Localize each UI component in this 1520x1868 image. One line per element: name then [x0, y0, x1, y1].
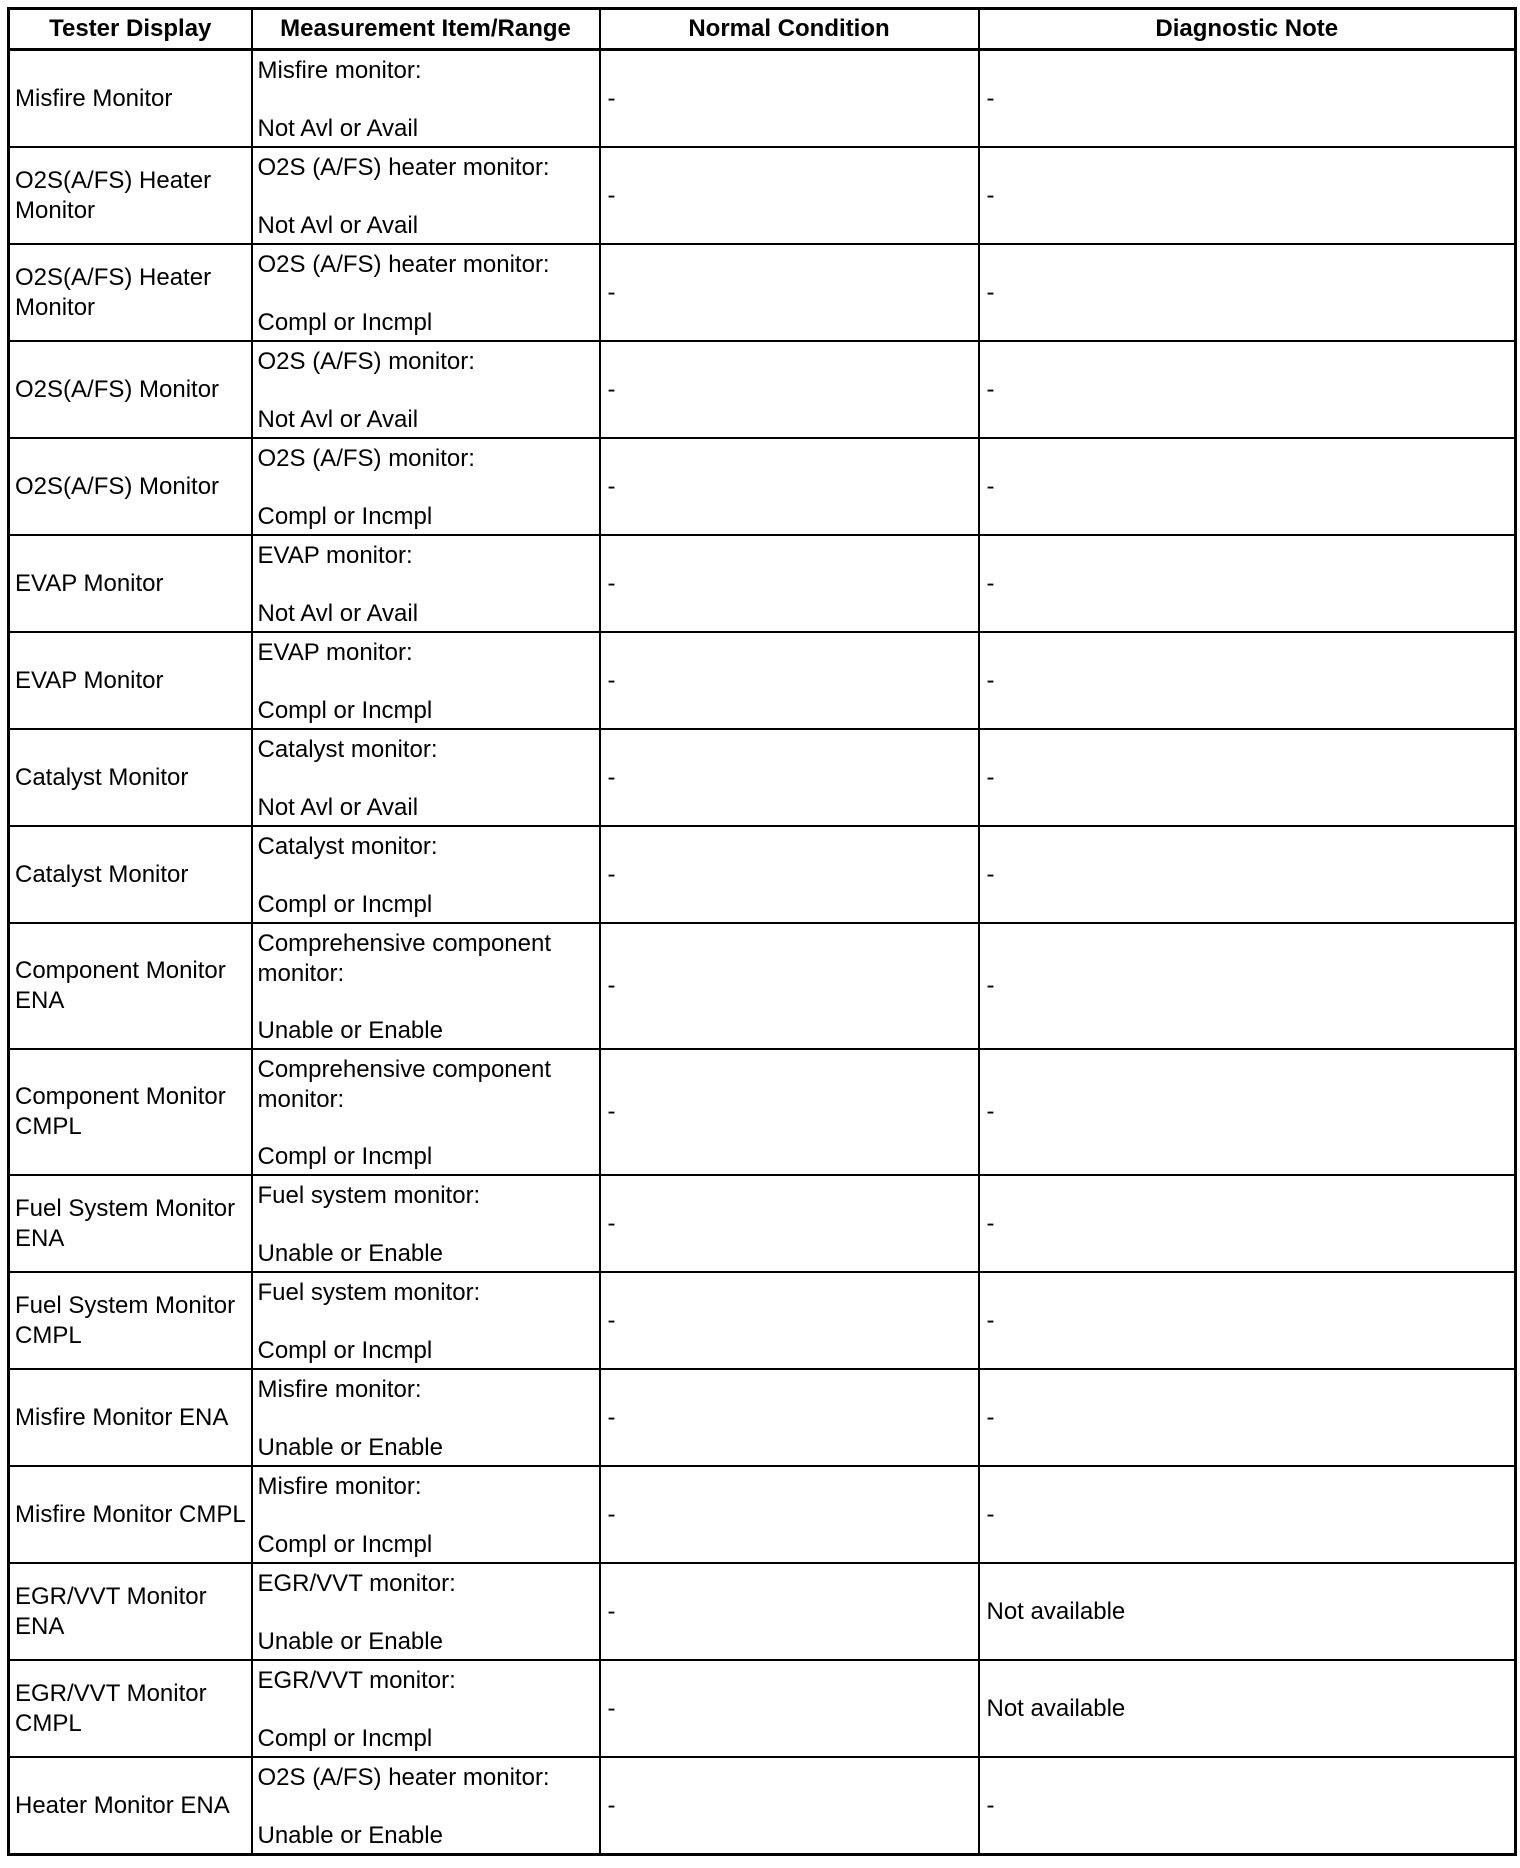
- table-row: [9, 1049, 1516, 1175]
- measurement-range: Not Avl or Avail: [257, 212, 419, 239]
- measurement-item: Fuel system monitor:: [257, 1182, 481, 1209]
- measurement-range: Not Avl or Avail: [257, 794, 419, 821]
- measurement-item: Fuel system monitor:: [257, 1279, 481, 1306]
- measurement-item: Catalyst monitor:: [257, 736, 438, 763]
- diagnostic-note-cell: -: [979, 244, 1516, 341]
- normal-condition-cell: -: [600, 147, 979, 244]
- tester-display-cell: Catalyst Monitor: [9, 729, 252, 826]
- measurement-item: Catalyst monitor:: [257, 833, 438, 860]
- measurement-range: Unable or Enable: [257, 1822, 443, 1849]
- normal-condition-cell: -: [600, 50, 979, 148]
- diagnostic-note-cell: -: [979, 923, 1516, 1049]
- measurement-range: Compl or Incmpl: [257, 503, 433, 530]
- normal-condition-cell: -: [600, 1272, 979, 1369]
- tester-display-cell: O2S(A/FS) Heater Monitor: [9, 244, 252, 341]
- table-row: [9, 1660, 1516, 1757]
- measurement-cell: [252, 1369, 600, 1466]
- normal-condition-cell: -: [600, 341, 979, 438]
- tester-display-cell: O2S(A/FS) Monitor: [9, 438, 252, 535]
- measurement-cell: [252, 1175, 600, 1272]
- table-row: [9, 1757, 1516, 1855]
- measurement-item: O2S (A/FS) heater monitor:: [257, 1764, 550, 1791]
- measurement-range: Compl or Incmpl: [257, 1143, 433, 1170]
- tester-display-cell: EVAP Monitor: [9, 632, 252, 729]
- measurement-item: EGR/VVT monitor:: [257, 1667, 456, 1694]
- measurement-cell: [252, 1466, 600, 1563]
- normal-condition-cell: -: [600, 923, 979, 1049]
- normal-condition-cell: -: [600, 632, 979, 729]
- table-row: [9, 1466, 1516, 1563]
- measurement-range: Compl or Incmpl: [257, 309, 433, 336]
- normal-condition-cell: -: [600, 1660, 979, 1757]
- table-row: [9, 244, 1516, 341]
- diagnostic-note-cell: -: [979, 341, 1516, 438]
- measurement-cell: [252, 1049, 600, 1175]
- header-normal-condition: Normal Condition: [600, 9, 979, 50]
- measurement-cell: [252, 923, 600, 1049]
- table-row: [9, 923, 1516, 1049]
- measurement-cell: [252, 1272, 600, 1369]
- table-row: [9, 1272, 1516, 1369]
- table-header-row: [9, 9, 1516, 50]
- tester-display-cell: EVAP Monitor: [9, 535, 252, 632]
- measurement-item: Comprehensive component monitor:: [257, 930, 551, 987]
- measurement-cell: [252, 1757, 600, 1855]
- table-row: [9, 438, 1516, 535]
- tester-display-cell: Misfire Monitor ENA: [9, 1369, 252, 1466]
- table-row: [9, 1175, 1516, 1272]
- diagnostic-note-cell: -: [979, 535, 1516, 632]
- measurement-range: Unable or Enable: [257, 1628, 443, 1655]
- table-row: [9, 535, 1516, 632]
- measurement-range: Not Avl or Avail: [257, 600, 419, 627]
- normal-condition-cell: -: [600, 535, 979, 632]
- measurement-item: Misfire monitor:: [257, 57, 422, 84]
- normal-condition-cell: -: [600, 1369, 979, 1466]
- measurement-cell: [252, 1563, 600, 1660]
- measurement-range: Unable or Enable: [257, 1240, 443, 1267]
- tester-display-cell: EGR/VVT Monitor CMPL: [9, 1660, 252, 1757]
- measurement-item: EGR/VVT monitor:: [257, 1570, 456, 1597]
- diagnostic-note-cell: -: [979, 438, 1516, 535]
- tester-display-cell: Fuel System Monitor CMPL: [9, 1272, 252, 1369]
- normal-condition-cell: -: [600, 438, 979, 535]
- measurement-cell: [252, 50, 600, 148]
- measurement-cell: [252, 341, 600, 438]
- normal-condition-cell: -: [600, 1466, 979, 1563]
- diagnostic-note-cell: -: [979, 1466, 1516, 1563]
- diagnostic-note-cell: -: [979, 632, 1516, 729]
- measurement-item: O2S (A/FS) heater monitor:: [257, 154, 550, 181]
- measurement-range: Not Avl or Avail: [257, 406, 419, 433]
- tester-display-cell: Misfire Monitor CMPL: [9, 1466, 252, 1563]
- diagnostic-note-cell: -: [979, 1369, 1516, 1466]
- diagnostic-note-cell: -: [979, 1272, 1516, 1369]
- measurement-cell: [252, 535, 600, 632]
- normal-condition-cell: -: [600, 1049, 979, 1175]
- table-row: [9, 632, 1516, 729]
- measurement-cell: [252, 826, 600, 923]
- table-row: [9, 729, 1516, 826]
- header-diagnostic-note: Diagnostic Note: [979, 9, 1516, 50]
- measurement-range: Compl or Incmpl: [257, 1337, 433, 1364]
- measurement-item: O2S (A/FS) monitor:: [257, 445, 475, 472]
- table-row: [9, 1369, 1516, 1466]
- tester-display-cell: EGR/VVT Monitor ENA: [9, 1563, 252, 1660]
- measurement-cell: [252, 438, 600, 535]
- normal-condition-cell: -: [600, 1563, 979, 1660]
- diagnostic-note-cell: -: [979, 1175, 1516, 1272]
- diagnostic-note-cell: -: [979, 826, 1516, 923]
- measurement-cell: [252, 1660, 600, 1757]
- measurement-range: Compl or Incmpl: [257, 1531, 433, 1558]
- tester-display-cell: Component Monitor ENA: [9, 923, 252, 1049]
- diagnostic-note-cell: -: [979, 147, 1516, 244]
- measurement-item: Comprehensive component monitor:: [257, 1056, 551, 1113]
- tester-display-cell: Catalyst Monitor: [9, 826, 252, 923]
- measurement-item: Misfire monitor:: [257, 1376, 422, 1403]
- measurement-cell: [252, 244, 600, 341]
- normal-condition-cell: -: [600, 729, 979, 826]
- measurement-item: O2S (A/FS) heater monitor:: [257, 251, 550, 278]
- measurement-range: Compl or Incmpl: [257, 1725, 433, 1752]
- tester-display-cell: O2S(A/FS) Heater Monitor: [9, 147, 252, 244]
- header-measurement-item: Measurement Item/Range: [252, 9, 600, 50]
- diagnostic-note-cell: Not available: [979, 1563, 1516, 1660]
- table-row: [9, 50, 1516, 148]
- tester-display-cell: O2S(A/FS) Monitor: [9, 341, 252, 438]
- table-row: [9, 147, 1516, 244]
- normal-condition-cell: -: [600, 1175, 979, 1272]
- normal-condition-cell: -: [600, 244, 979, 341]
- diagnostic-note-cell: -: [979, 1049, 1516, 1175]
- measurement-cell: [252, 147, 600, 244]
- measurement-cell: [252, 632, 600, 729]
- measurement-range: Unable or Enable: [257, 1017, 443, 1044]
- measurement-item: EVAP monitor:: [257, 639, 413, 666]
- tester-display-cell: Fuel System Monitor ENA: [9, 1175, 252, 1272]
- normal-condition-cell: -: [600, 826, 979, 923]
- tester-display-cell: Component Monitor CMPL: [9, 1049, 252, 1175]
- measurement-range: Unable or Enable: [257, 1434, 443, 1461]
- data-list-table: [7, 7, 1517, 1856]
- table-row: [9, 826, 1516, 923]
- measurement-range: Compl or Incmpl: [257, 697, 433, 724]
- measurement-cell: [252, 729, 600, 826]
- diagnostic-note-cell: -: [979, 729, 1516, 826]
- measurement-item: Misfire monitor:: [257, 1473, 422, 1500]
- diagnostic-note-cell: -: [979, 50, 1516, 148]
- measurement-range: Not Avl or Avail: [257, 115, 419, 142]
- diagnostic-note-cell: -: [979, 1757, 1516, 1855]
- tester-display-cell: Misfire Monitor: [9, 50, 252, 148]
- table-row: [9, 1563, 1516, 1660]
- tester-display-cell: Heater Monitor ENA: [9, 1757, 252, 1855]
- table-row: [9, 341, 1516, 438]
- measurement-item: EVAP monitor:: [257, 542, 413, 569]
- normal-condition-cell: -: [600, 1757, 979, 1855]
- header-tester-display: Tester Display: [9, 9, 252, 50]
- diagnostic-note-cell: Not available: [979, 1660, 1516, 1757]
- measurement-item: O2S (A/FS) monitor:: [257, 348, 475, 375]
- measurement-range: Compl or Incmpl: [257, 891, 433, 918]
